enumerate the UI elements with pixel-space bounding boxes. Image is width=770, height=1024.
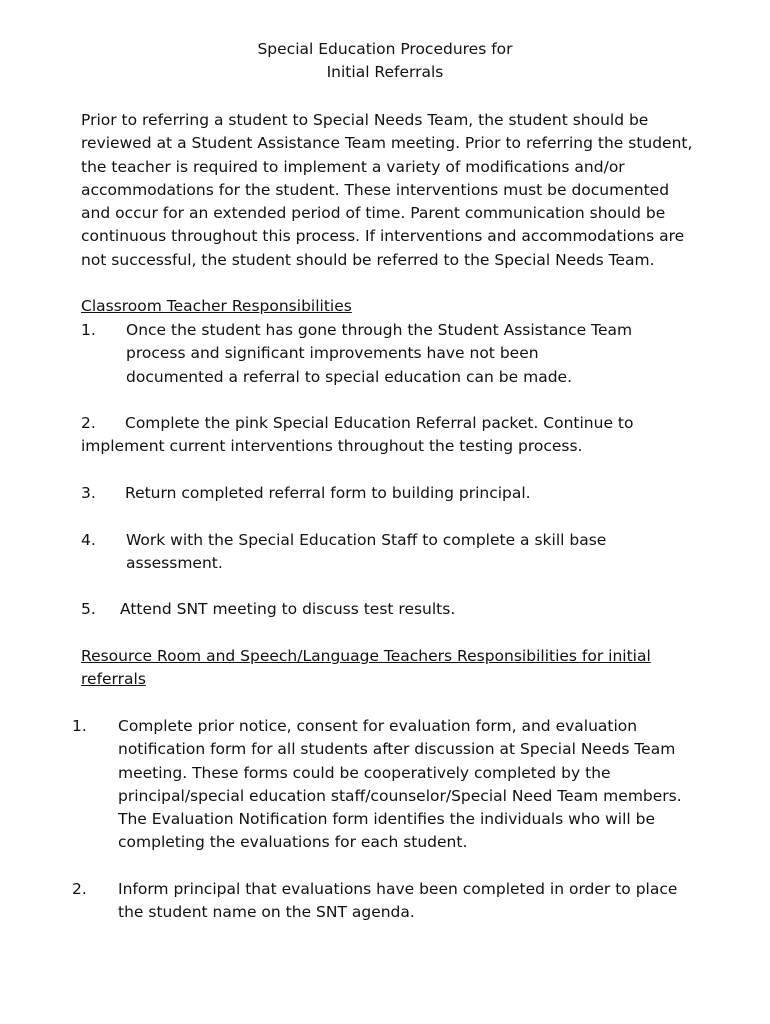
item-number: 4. — [81, 531, 96, 549]
item-text: Once the student has gone through the Student Assistance Team process and significant improvements have not been documented a referral to special education can be made. — [126, 321, 633, 386]
title-line-1: Special Education Procedures for — [257, 40, 513, 58]
item-number: 5. — [81, 600, 96, 618]
title-line-2: Initial Referrals — [326, 63, 444, 82]
item-text: Work with the Special Education Staff to complete a skill base assessment. — [126, 531, 607, 573]
intro-paragraph: Prior to referring a student to Special Needs Team, the student should be reviewed at a Student Assistance Team meeting. Prior to referring the student, the teacher is required to implement a variety of modifications and/or accommodations for the student. These interventions must be documented and occur for an extended period of time. Parent communication should be continuous throughout this process. If interventions and accommodations are not successful, the student should be referred to the Special Needs Team. — [81, 111, 693, 269]
item-number: 2. — [81, 414, 96, 432]
section2-heading: Resource Room and Speech/Language Teachers Responsibilities for initial referrals — [81, 647, 651, 689]
section1-item-1 — [81, 319, 641, 389]
item-number: 1. — [72, 717, 87, 735]
section1-item-2 — [81, 412, 641, 459]
section1-item-5 — [81, 598, 641, 621]
section1-item-4 — [81, 529, 641, 576]
item-text: Attend SNT meeting to discuss test results. — [120, 600, 456, 618]
item-text: Complete prior notice, consent for evaluation form, and evaluation notification form for all students after discussion at Special Needs Team meeting. These forms could be cooperatively completed by the principal/special education staff/counselor/Special Need Team members. The Evaluation Notification form identifies the individuals who will be completing the evaluations for each student. — [118, 717, 682, 852]
item-text: Return completed referral form to building principal. — [125, 484, 531, 502]
section2-item-2 — [72, 878, 702, 925]
item-text: Complete the pink Special Education Referral packet. Continue to implement current interventions throughout the testing process. — [81, 414, 634, 456]
item-number: 3. — [81, 484, 96, 502]
section1-heading: Classroom Teacher Responsibilities — [81, 297, 352, 315]
document-title — [0, 38, 770, 85]
section2-item-1 — [72, 715, 697, 855]
item-number: 2. — [72, 880, 87, 898]
item-text: Inform principal that evaluations have been completed in order to place the student name on the SNT agenda. — [118, 880, 678, 922]
item-number: 1. — [81, 321, 96, 339]
section1-item-3 — [81, 482, 641, 505]
